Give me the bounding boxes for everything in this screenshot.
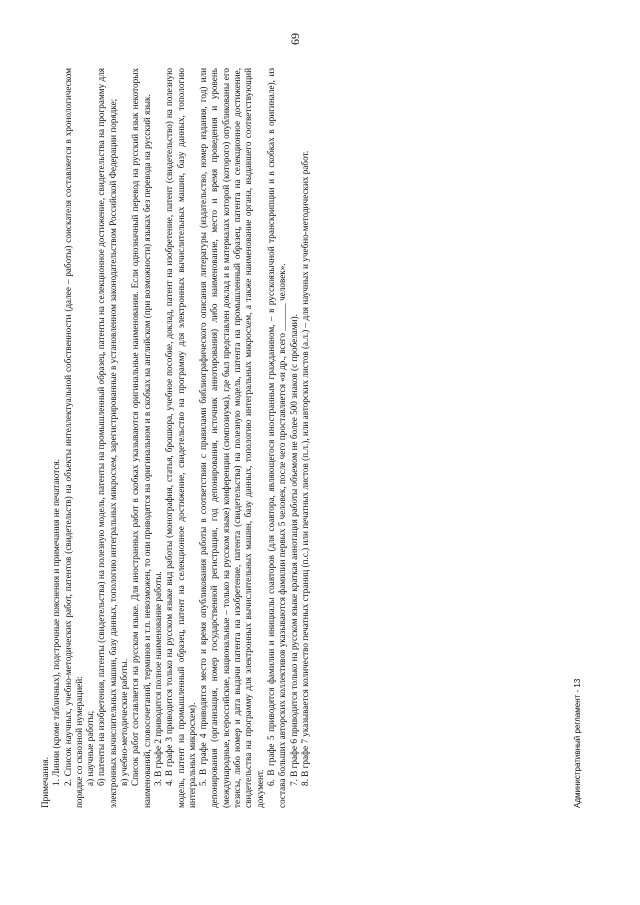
paragraph: 7. В графе 6 приводится только на русском языке краткая аннотация работы объемом не более 500 знаков (с пробелами). xyxy=(288,313,299,786)
page-footer: Административный регламент - 13 xyxy=(573,678,582,808)
paragraph: а) научные работы; xyxy=(85,710,96,786)
paragraph: 6. В графе 5 приводятся фамилии и инициалы соавторов (для соавтора, являющегося иностранным гражданином, – в русскоязычной транскрипции и в скобках в оригинале), из состава больших авторских коллективов указываются фамилии первых 5 человек, после чего проставляется «и др., всего ______ человек». xyxy=(265,67,288,808)
paragraph: 3. В графе 2 приводится полное наименование работы. xyxy=(152,570,163,786)
paragraph: в) учебно-методические работы. xyxy=(119,658,130,786)
paragraph: Список работ составляется на русском языке. Для иностранных работ в скобках указываются оригинальные наименования. Если однозначный перевод на русский язык некоторых наименований, словосочетаний, терминов и т.п. невозможен, то они приводятся на оригинальном и в скобках на английском (при возможности) языках без перевода на русский язык. xyxy=(130,67,152,808)
paragraph: 4. В графе 3 приводится только на русском языке вид работы (монография, статья, брошюра, учебное пособие, доклад, патент на изобретение, патент (свидетельство) на полезную модель, патент на промышленный образец, патент на селекционное достижение, свидетельство на программу для электронных вычислительных машин, базу данных, топологию интегральных микросхем). xyxy=(164,67,197,808)
paragraph: 2. Список научных, учебно-методических работ, патентов (свидетельств) на объекты интеллектуальной собственности (далее – работы) соискателя составляется в хронологическом порядке со сквозной нумерацией: xyxy=(62,67,84,808)
page-number: 69 xyxy=(288,32,302,45)
notes-heading: Примечания. xyxy=(40,756,50,808)
paragraph: 1. Линии (кроме табличных), подстрочные пояснения и примечания не печатаются. xyxy=(51,458,62,786)
paragraph: 5. В графе 4 приводятся место и время опубликования работы в соответствии с правилами библиографического описания литературы (издательство, номер издания, год) или депонирования (организация, номер государственной регистрации, год депонирования, источник аннотирования) либо наименование, место и время проведения и уровень (международные, всероссийские, национальные – только на русском языке) конференции (симпозиума), где был представлен доклад и в материалах которой (которого) опубликованы его тезисы, либо номер и дата выдачи патента на изобретение, патента (свидетельства) на полезную модель, патента на промышленный образец, патента на селекционное достижение, свидетельства на программу для электронных вычислительных машин, базу данных, топологию интегральных микросхем, а также наименование органа, выдавшего соответствующий документ. xyxy=(198,67,265,808)
paragraph: 8. В графе 7 указывается количество печатных страниц (п.с.) или печатных листов (п.л.), или авторских листов (а.л.) – для научных и учебно-методических работ. xyxy=(299,150,310,786)
rotated-page-content xyxy=(40,32,600,853)
paragraph: б) патенты на изобретения, патенты (свидетельства) на полезную модель, патенты на промышленный образец, патенты на селекционное достижение, свидетельства на программу для электронных вычислительных машин, базу данных, топологию интегральных микросхем, зарегистрированные в установленном законодательством Российской Федерации порядке; xyxy=(96,67,118,808)
notes-body xyxy=(40,68,311,808)
